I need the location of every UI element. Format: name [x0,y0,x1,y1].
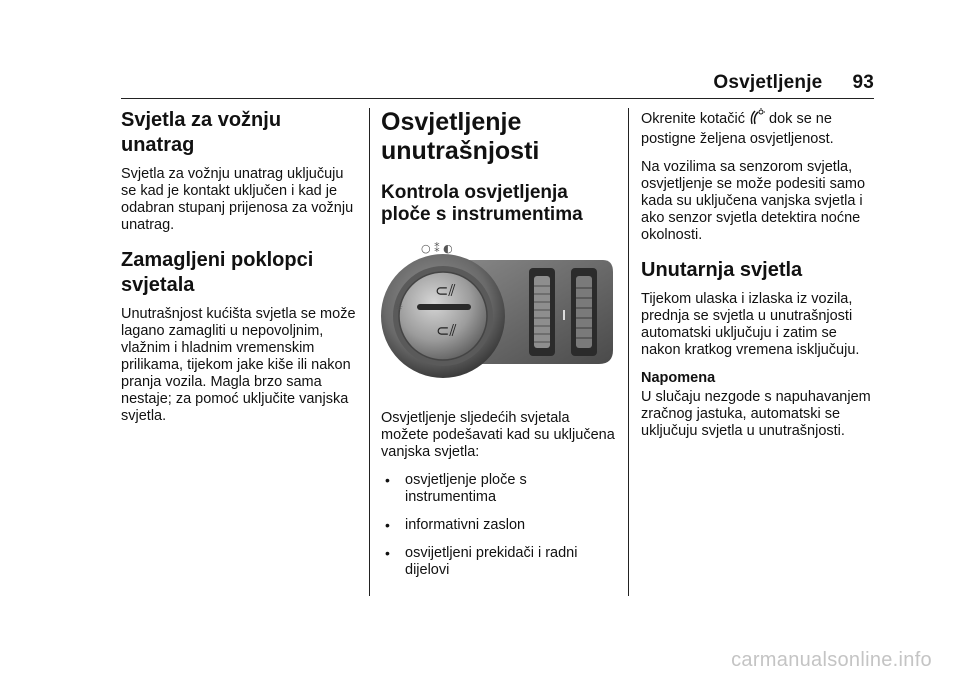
list-item: • osvjetljenje ploče s instrumentima [381,472,617,506]
list-item: • osvijetljeni prekidači i radni dijelovi [381,545,617,579]
note-label: Napomena [641,370,716,386]
header-section-title: Osvjetljenje [713,72,823,93]
illumination-list [381,472,617,579]
watermark: carmanualsonline.info [731,649,932,671]
paragraph-turn-knob [641,108,877,148]
heading-interior-lights: Unutarnja svjetla [641,259,803,281]
column-divider-2 [628,108,629,596]
svg-text:⊂⫽: ⊂⫽ [435,281,456,300]
column-3 [641,108,877,451]
light-switch-figure [381,238,617,388]
page-header [713,72,874,94]
paragraph-illumination-intro: Osvjetljenje sljedećih svjetala možete podešavati kad su uključena vanjska svjetla: [381,410,615,460]
page-number: 93 [852,72,874,93]
column-2 [381,108,617,590]
header-rule [121,98,874,99]
turn-knob-text-a: Okrenite kotačić [641,111,745,127]
svg-text:⊂⫽: ⊂⫽ [436,321,457,340]
heading-reverse-lights: Svjetla za vožnju unatrag [121,109,282,156]
heading-instrument-illumination: Kontrola osvjetljenja ploče s instrumentima [381,182,583,225]
column-divider-1 [369,108,370,596]
paragraph-interior-lights: Tijekom ulaska i izlaska iz vozila, prednja se svjetla u unutrašnjosti automatski uključuju i zatim se nakon kratkog vremena isključuju. [641,291,860,358]
light-switch-panel-illustration [381,238,617,388]
paragraph-light-sensor: Na vozilima sa senzorom svjetla, osvjetljenje se može podesiti samo kada su uključena vanjska svjetla i ako senzor svjetla detektira noćne okolnosti. [641,159,866,243]
paragraph-note: U slučaju nezgode s napuhavanjem zračnog jastuka, automatski se uključuju svjetla u unutrašnjosti. [641,389,871,439]
dimmer-thumbwheel-icon [749,108,765,131]
paragraph-misted-covers: Unutrašnjost kućišta svjetla se može lagano zamagliti u nepovoljnim, vlažnim i hladnim vremenskim prilikama, tijekom jake kiše ili nakon pranja vozila. Magla brzo sama nestaje; za pomoć uključite vanjska svjetla. [121,306,356,424]
column-1 [121,108,357,436]
list-item: • informativni zaslon [381,517,617,534]
heading-misted-covers: Zamagljeni poklopci svjetala [121,249,314,296]
svg-text:○ ⁑ ◐: ○ ⁑ ◐ [421,242,453,255]
turn-knob-text-b: dok se ne postigne željena osvjetljenost. [641,111,834,147]
heading-interior-lighting: Osvjetljenje unutrašnjosti [381,108,540,165]
svg-text:☼: ☼ [395,303,404,313]
paragraph-reverse-lights: Svjetla za vožnju unatrag uključuju se kad je kontakt uključen i kad je odabran stupanj prijenosa za vožnju unatrag. [121,166,354,233]
